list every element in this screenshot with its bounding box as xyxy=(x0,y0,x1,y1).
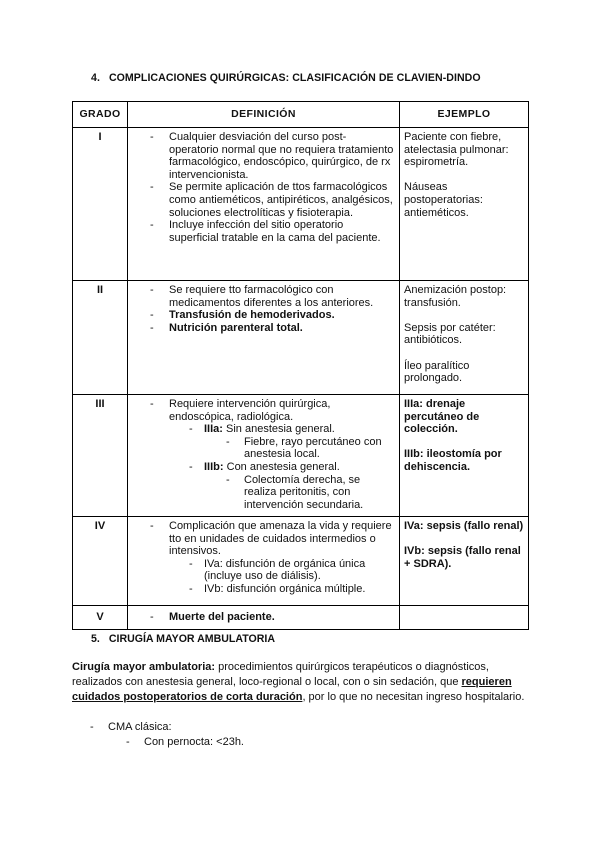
section-5-number: 5. xyxy=(91,633,100,645)
cma-underlined: requieren cuidados postoperatorios de corta duración xyxy=(72,675,512,703)
definition-item xyxy=(128,322,395,335)
definition-text: Complicación que amenaza la vida y requiere tto en unidades de cuidados intermedios o intensivos. xyxy=(169,520,392,558)
grade-cell: V xyxy=(73,606,128,630)
definition-cell xyxy=(128,606,400,630)
definition-item xyxy=(128,611,395,624)
example-bold: IVa: sepsis (fallo renal) xyxy=(404,520,524,532)
example-bold: IVb: sepsis (fallo renal + SDRA). xyxy=(404,545,521,570)
header-definition: DEFINICIÓN xyxy=(128,102,400,128)
list-dash: - xyxy=(126,736,130,748)
definition-cell xyxy=(128,281,400,395)
example-text xyxy=(404,398,526,436)
example-text: Náuseas postoperatorias: antieméticos. xyxy=(404,181,483,219)
definition-item-bold: Nutrición parenteral total. xyxy=(169,321,303,334)
example-cell xyxy=(400,128,529,281)
header-example: EJEMPLO xyxy=(400,102,529,128)
definition-item xyxy=(128,398,395,511)
subitem xyxy=(169,461,395,511)
section-4-title: COMPLICACIONES QUIRÚRGICAS: CLASIFICACIÓN DE CLAVIEN-DINDO xyxy=(108,72,481,84)
example-text: Anemización postop: transfusión. xyxy=(404,284,507,309)
list-subitem xyxy=(126,736,244,749)
definition-item-bold: Muerte del paciente. xyxy=(169,611,275,624)
example-bold: IIIb: ileostomía por dehiscencia. xyxy=(404,448,502,473)
grade-cell: III xyxy=(73,395,128,517)
clavien-dindo-table xyxy=(72,101,529,630)
subitem-label: IIIb: xyxy=(204,460,224,473)
subitem xyxy=(169,423,395,461)
table-header-row xyxy=(73,102,529,128)
example-cell xyxy=(400,606,529,630)
list-dash: - xyxy=(90,721,94,733)
example-text: Paciente con fiebre, atelectasia pulmonar: espirometría. xyxy=(404,131,509,169)
table-row xyxy=(73,606,529,630)
definition-cell xyxy=(128,517,400,606)
cma-lead: Cirugía mayor ambulatoria: xyxy=(72,661,216,673)
example-text: Íleo paralítico prolongado. xyxy=(404,359,470,385)
definition-text: Requiere intervención quirúrgica, endoscópica, radiológica. xyxy=(169,398,331,423)
table-row xyxy=(73,517,529,606)
definition-item: - Incluye infección del sitio operatorio superficial tratable en la cama del paciente. xyxy=(128,219,395,244)
subitem-text: Con anestesia general. xyxy=(223,460,340,473)
list-item-text: CMA clásica: xyxy=(108,721,172,733)
example-text xyxy=(404,520,526,533)
example-cell xyxy=(400,395,529,517)
subitem-label: IIIa: xyxy=(204,423,223,436)
subitem: - IVa: disfunción de orgánica única (incluye uso de diálisis). xyxy=(169,558,395,583)
example-text xyxy=(404,545,526,570)
cma-text-1: procedimientos quirúrgicos terapéuticos o diagnósticos, realizados con anestesia general, loco-regional o local, con o sin sedación, que xyxy=(72,661,489,688)
header-grade: GRADO xyxy=(73,102,128,128)
definition-cell xyxy=(128,395,400,517)
table-row xyxy=(73,281,529,395)
definition-item xyxy=(128,520,395,596)
table-row xyxy=(73,395,529,517)
section-5-heading xyxy=(91,633,275,646)
definition-item: - Cualquier desviación del curso post-operatorio normal que no requiera tratamiento farmacológico, endoscópico, quirúrgico, de rx intervencionista. xyxy=(128,131,395,181)
example-text: Sepsis por catéter: antibióticos. xyxy=(404,321,496,347)
definition-item: - Se permite aplicación de ttos farmacológicos como antieméticos, antipiréticos, analgésicos, soluciones electrolíticas y fisioterapia. xyxy=(128,181,395,219)
example-cell xyxy=(400,281,529,395)
example-text xyxy=(404,448,526,473)
grade-cell: I xyxy=(73,128,128,281)
subitem-text: Sin anestesia general. xyxy=(222,423,335,436)
grade-cell: IV xyxy=(73,517,128,606)
table-row xyxy=(73,128,529,281)
list-subitem-text: Con pernocta: <23h. xyxy=(144,736,244,748)
definition-item xyxy=(128,309,395,322)
subsubitem: - Fiebre, rayo percutáneo con anestesia local. xyxy=(204,436,395,461)
section-5-title: CIRUGÍA MAYOR AMBULATORIA xyxy=(108,633,276,645)
example-bold: IIIa: drenaje percutáneo de colección. xyxy=(404,398,480,436)
cma-paragraph xyxy=(72,660,532,704)
example-cell xyxy=(400,517,529,606)
section-4-number: 4. xyxy=(91,72,100,84)
definition-item-bold: Transfusión de hemoderivados. xyxy=(169,309,335,322)
subitem: - IVb: disfunción orgánica múltiple. xyxy=(169,583,395,596)
definition-item: - Se requiere tto farmacológico con medicamentos diferentes a los anteriores. xyxy=(128,284,395,309)
definition-cell xyxy=(128,128,400,281)
list-item xyxy=(90,721,172,734)
grade-cell: II xyxy=(73,281,128,395)
cma-text-2: , por lo que no necesitan ingreso hospitalario. xyxy=(302,690,525,703)
subsubitem: - Colectomía derecha, se realiza peritonitis, con intervención secundaria. xyxy=(204,474,395,512)
section-4-heading xyxy=(91,72,481,85)
